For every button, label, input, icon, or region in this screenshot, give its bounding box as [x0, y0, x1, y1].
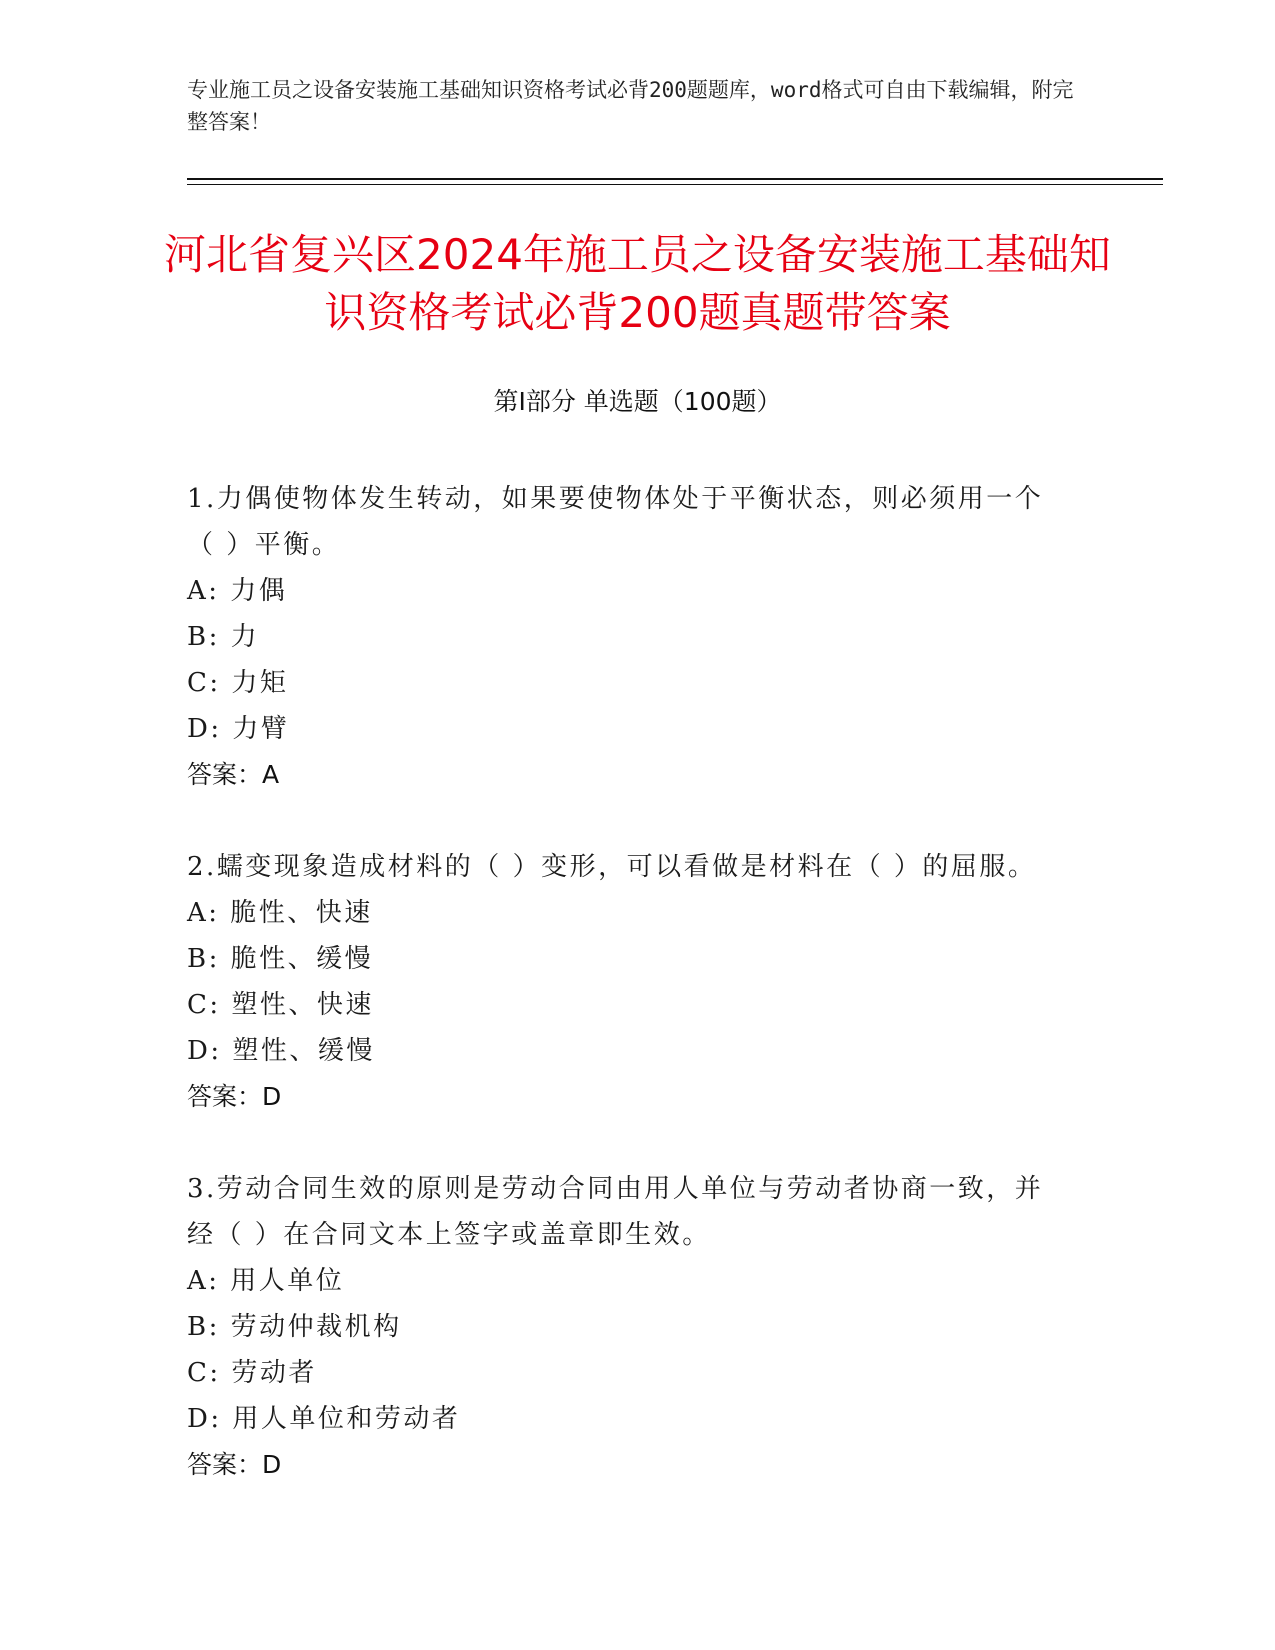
header-rule-thick	[187, 178, 1163, 180]
option-c: C: 劳动者	[187, 1358, 317, 1388]
question-stem: 2.蠕变现象造成材料的（ ）变形，可以看做是材料在（ ）的屈服。	[187, 852, 1037, 882]
option-d: D: 力臂	[187, 714, 290, 744]
option-a: A: 力偶	[187, 576, 288, 606]
option-d: D: 塑性、缓慢	[187, 1036, 375, 1066]
option-b: B: 力	[187, 622, 260, 652]
option-a: A: 用人单位	[187, 1266, 345, 1296]
question-3	[187, 1166, 1067, 1488]
question-2	[187, 844, 1067, 1120]
option-c: C: 力矩	[187, 668, 289, 698]
question-stem: 1.力偶使物体发生转动，如果要使物体处于平衡状态，则必须用一个（ ）平衡。	[187, 484, 1044, 560]
answer: 答案：D	[187, 1082, 282, 1111]
option-b: B: 脆性、缓慢	[187, 944, 374, 974]
answer: 答案：D	[187, 1450, 282, 1479]
option-d: D: 用人单位和劳动者	[187, 1404, 461, 1434]
option-c: C: 塑性、快速	[187, 990, 374, 1020]
question-stem: 3.劳动合同生效的原则是劳动合同由用人单位与劳动者协商一致，并经（ ）在合同文本上签字或盖章即生效。	[187, 1174, 1044, 1250]
question-list	[187, 476, 1067, 1534]
section-heading: 第Ⅰ部分 单选题（100题）	[493, 387, 782, 416]
option-b: B: 劳动仲裁机构	[187, 1312, 402, 1342]
header-rule-thin	[187, 184, 1163, 185]
answer: 答案：A	[187, 760, 280, 789]
question-1	[187, 476, 1067, 798]
document-title: 河北省复兴区2024年施工员之设备安装施工基础知识资格考试必背200题真题带答案	[164, 230, 1111, 337]
header-note: 专业施工员之设备安装施工基础知识资格考试必背200题题库，word格式可自由下载编辑，附完整答案！	[187, 78, 1074, 134]
option-a: A: 脆性、快速	[187, 898, 373, 928]
